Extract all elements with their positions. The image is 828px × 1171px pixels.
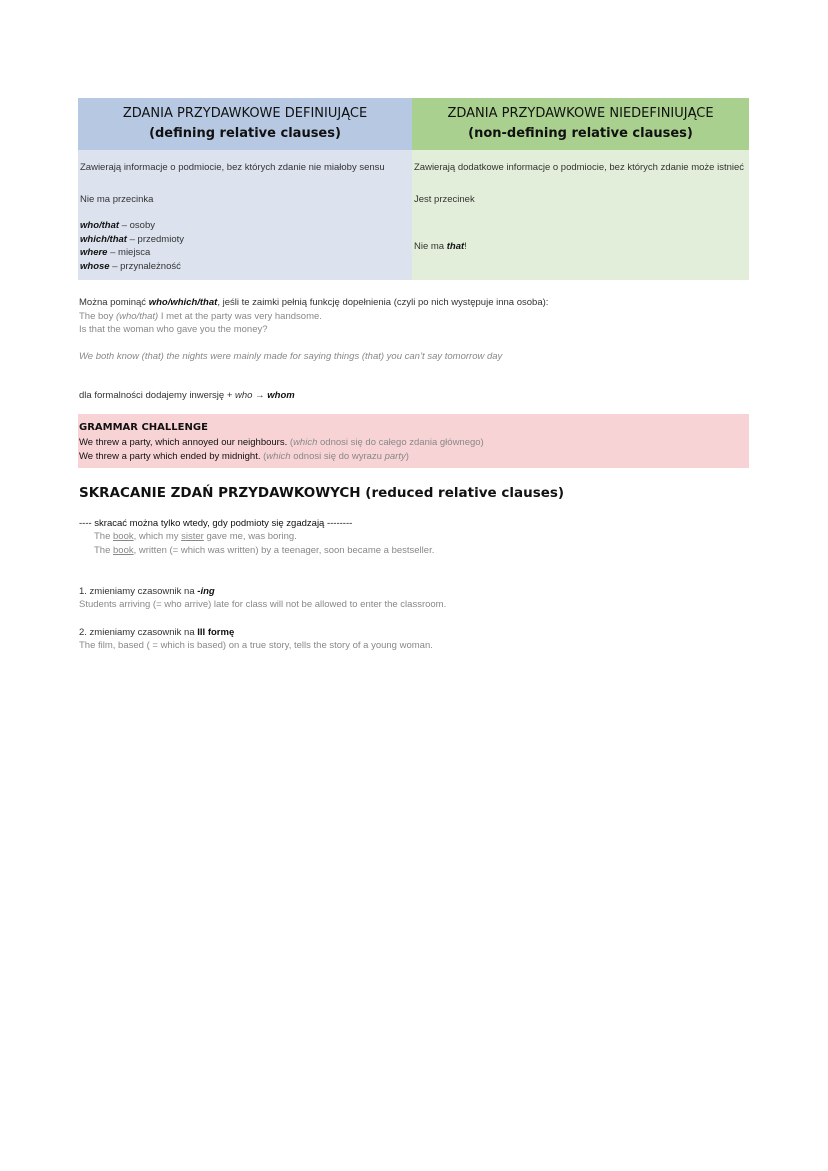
arrow-icon: → <box>252 390 268 401</box>
omit-example-3: We both know (that) the nights were mainly made for saying things (that) you can’t say tomorrow day <box>79 351 503 362</box>
pronoun-word: whose <box>80 260 110 272</box>
list-item <box>80 246 410 260</box>
pronoun-meaning: – osoby <box>119 220 155 231</box>
non-defining-description: Zawierają dodatkowe informacje o podmiocie, bez których zdanie może istnieć <box>412 150 749 186</box>
that-rule-word: that <box>446 240 465 252</box>
step-text: 2. zmieniamy czasownik na <box>79 627 198 638</box>
example-text: I met at the party was very handsome. <box>158 311 322 322</box>
challenge-note: odnosi się do całego zdania głównego) <box>317 437 484 448</box>
defining-header <box>78 98 412 150</box>
non-defining-header-subtitle: (non-defining relative clauses) <box>468 126 693 141</box>
challenge-note-word: which <box>293 437 318 448</box>
omit-words: who/which/that <box>148 297 218 308</box>
inversion-who: who <box>235 390 253 401</box>
challenge-sentence: We threw a party, which annoyed our neighbours. <box>79 437 290 448</box>
table-header-row <box>78 98 749 150</box>
reduce-example-2 <box>94 544 434 558</box>
pronoun-word: which/that <box>80 233 127 245</box>
example-text: The <box>94 545 114 556</box>
table-row <box>78 212 749 280</box>
reduce-rule: ---- skracać można tylko wtedy, gdy podmioty się zgadzają -------- <box>79 518 353 529</box>
non-defining-comma-rule: Jest przecinek <box>412 186 749 212</box>
list-item <box>80 260 410 274</box>
defining-comma-rule: Nie ma przecinka <box>78 186 412 212</box>
table-row <box>78 150 749 186</box>
non-defining-header-title: ZDANIA PRZYDAWKOWE NIEDEFINIUJĄCE <box>447 106 714 121</box>
challenge-line-2 <box>79 451 409 462</box>
example-text: The boy <box>79 311 116 322</box>
challenge-note: ( <box>263 451 267 462</box>
defining-header-title: ZDANIA PRZYDAWKOWE DEFINIUJĄCE <box>122 106 368 121</box>
step-keyword: III formę <box>197 627 235 638</box>
step-1-heading <box>79 585 215 599</box>
challenge-note-word: party <box>384 451 406 462</box>
pronoun-meaning: – przynależność <box>109 260 181 272</box>
omit-example-1 <box>79 310 322 324</box>
inversion-whom: whom <box>267 390 295 401</box>
non-defining-header <box>412 98 749 150</box>
inversion-prefix: dla formalności dodajemy inwersję + <box>79 390 236 401</box>
grammar-challenge-box <box>78 414 749 468</box>
example-text: gave me, was boring. <box>203 531 297 542</box>
inversion-note <box>79 389 295 403</box>
example-text: , written (= which was written) by a teenager, soon became a bestseller. <box>133 545 435 556</box>
reduced-clauses-title: SKRACANIE ZDAŃ PRZYDAWKOWYCH (reduced relative clauses) <box>79 485 565 501</box>
omit-suffix: , jeśli te zaimki pełnią funkcję dopełnienia (czyli po nich występuje inna osoba): <box>217 297 549 308</box>
defining-header-subtitle: (defining relative clauses) <box>149 126 341 141</box>
challenge-note-word: which <box>266 451 291 462</box>
non-defining-that-rule <box>412 212 749 280</box>
pronoun-meaning: – miejsca <box>107 247 151 258</box>
challenge-note: ( <box>289 437 294 448</box>
example-subject: book <box>113 545 134 556</box>
challenge-title: GRAMMAR CHALLENGE <box>79 422 208 433</box>
example-optional: (who/that) <box>115 311 159 322</box>
comparison-table <box>78 98 749 280</box>
table-row <box>78 186 749 212</box>
step-2-example: The film, based ( = which is based) on a true story, tells the story of a young woman. <box>79 640 433 651</box>
pronoun-list <box>78 212 412 280</box>
step-1-example: Students arriving (= who arrive) late for class will not be allowed to enter the classroom. <box>79 599 447 610</box>
that-rule-suffix: ! <box>464 240 467 252</box>
step-2-heading <box>79 626 234 640</box>
example-subject: book <box>113 531 134 542</box>
list-item <box>80 219 410 233</box>
list-item <box>80 233 410 247</box>
pronoun-meaning: – przedmioty <box>126 233 185 245</box>
reduce-example-1 <box>94 530 297 544</box>
challenge-note: odnosi się do wyrazu <box>290 451 385 462</box>
example-text: The <box>94 531 114 542</box>
omit-rule <box>79 296 548 310</box>
step-text: 1. zmieniamy czasownik na <box>79 586 198 597</box>
pronoun-word: who/that <box>80 220 120 231</box>
challenge-note: ) <box>405 451 409 462</box>
pronoun-word: where <box>80 247 108 258</box>
that-rule-prefix: Nie ma <box>414 240 447 252</box>
omit-example-2: Is that the woman who gave you the money? <box>79 324 268 335</box>
defining-description: Zawierają informacje o podmiocie, bez których zdanie nie miałoby sensu <box>78 150 412 186</box>
challenge-line-1 <box>79 437 484 448</box>
step-keyword: -ing <box>197 586 215 597</box>
omit-prefix: Można pominąć <box>79 297 149 308</box>
challenge-sentence: We threw a party which ended by midnight. <box>79 451 264 462</box>
example-text: , which my <box>133 531 182 542</box>
example-subject: sister <box>181 531 204 542</box>
